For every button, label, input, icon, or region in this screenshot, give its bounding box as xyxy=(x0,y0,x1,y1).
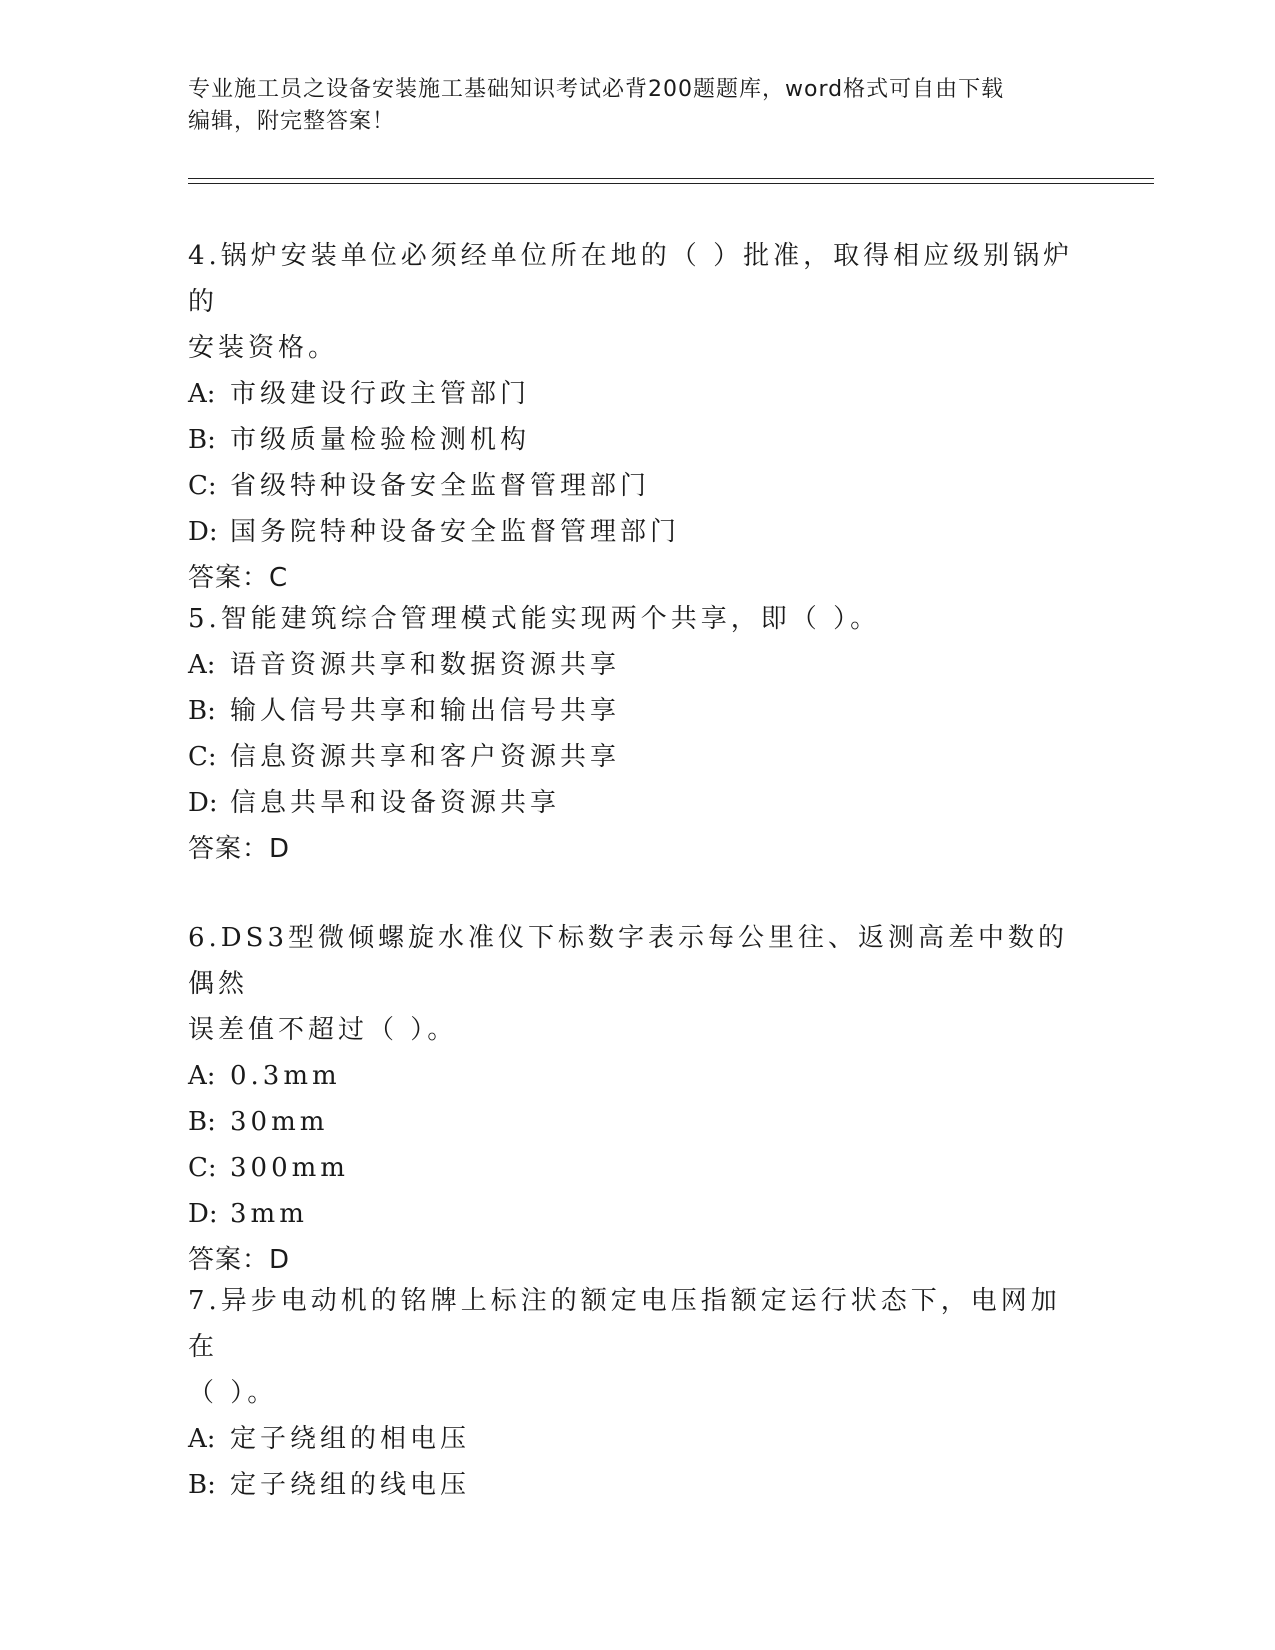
option-c xyxy=(188,1145,1088,1191)
option-text: 省级特种设备安全监督管理部门 xyxy=(230,471,651,501)
option-letter: A: xyxy=(188,1061,216,1091)
document-header xyxy=(188,74,1088,138)
option-text: 定子绕组的线电压 xyxy=(230,1470,471,1500)
option-text: 3mm xyxy=(230,1199,308,1229)
option-letter: A: xyxy=(188,379,216,409)
question-stem-line: （ ）。 xyxy=(188,1378,278,1408)
option-letter: C: xyxy=(188,471,217,501)
question-stem-line: 误差值不超过（ ）。 xyxy=(188,1015,458,1045)
option-text: 300mm xyxy=(230,1153,349,1183)
answer-line: 答案：D xyxy=(188,834,291,864)
option-text: 定子绕组的相电压 xyxy=(230,1424,471,1454)
option-text: 市级质量检验检测机构 xyxy=(230,425,531,455)
option-letter: D: xyxy=(188,1199,218,1229)
option-b xyxy=(188,1099,1088,1145)
option-letter: B: xyxy=(188,425,216,455)
option-letter: B: xyxy=(188,696,216,726)
option-a xyxy=(188,371,1088,417)
option-letter: D: xyxy=(188,788,218,818)
option-text: 信息资源共享和客户资源共享 xyxy=(230,742,621,772)
question-block xyxy=(188,915,1088,1283)
answer-line: 答案：D xyxy=(188,1245,291,1275)
question-block xyxy=(188,596,1088,872)
option-letter: D: xyxy=(188,517,218,547)
question-stem-line: 6.DS3型微倾螺旋水准仪下标数字表示每公里往、返测高差中数的偶然 xyxy=(188,923,1069,999)
option-d xyxy=(188,780,1088,826)
option-text: 信息共旱和设备资源共享 xyxy=(230,788,561,818)
option-b xyxy=(188,688,1088,734)
question-block xyxy=(188,1278,1088,1508)
header-line-1: 专业施工员之设备安装施工基础知识考试必背200题题库，word格式可自由下载 xyxy=(188,77,1005,102)
option-b xyxy=(188,1462,1088,1508)
option-letter: C: xyxy=(188,742,217,772)
question-stem-line: 安装资格。 xyxy=(188,333,339,363)
option-letter: B: xyxy=(188,1107,216,1137)
question-stem-line: 7.异步电动机的铭牌上标注的额定电压指额定运行状态下，电网加在 xyxy=(188,1286,1061,1362)
option-d xyxy=(188,1191,1088,1237)
option-text: 市级建设行政主管部门 xyxy=(230,379,531,409)
option-text: 输人信号共享和输出信号共享 xyxy=(230,696,621,726)
option-a xyxy=(188,1053,1088,1099)
option-letter: A: xyxy=(188,1424,216,1454)
header-divider-top xyxy=(188,178,1154,179)
question-stem-line: 4.锅炉安装单位必须经单位所在地的（ ）批准，取得相应级别锅炉的 xyxy=(188,241,1074,317)
header-line-2: 编辑，附完整答案！ xyxy=(188,109,396,134)
option-a xyxy=(188,642,1088,688)
option-text: 30mm xyxy=(230,1107,329,1137)
answer-line: 答案：C xyxy=(188,563,289,593)
option-c xyxy=(188,734,1088,780)
option-b xyxy=(188,417,1088,463)
option-letter: A: xyxy=(188,650,216,680)
option-text: 0.3mm xyxy=(230,1061,341,1091)
option-a xyxy=(188,1416,1088,1462)
option-c xyxy=(188,463,1088,509)
header-divider-bottom xyxy=(188,183,1154,184)
option-letter: B: xyxy=(188,1470,216,1500)
option-letter: C: xyxy=(188,1153,217,1183)
option-text: 国务院特种设备安全监督管理部门 xyxy=(230,517,681,547)
option-text: 语音资源共享和数据资源共享 xyxy=(230,650,621,680)
question-stem-line: 5.智能建筑综合管理模式能实现两个共享，即（ ）。 xyxy=(188,604,881,634)
option-d xyxy=(188,509,1088,555)
question-block xyxy=(188,233,1088,601)
